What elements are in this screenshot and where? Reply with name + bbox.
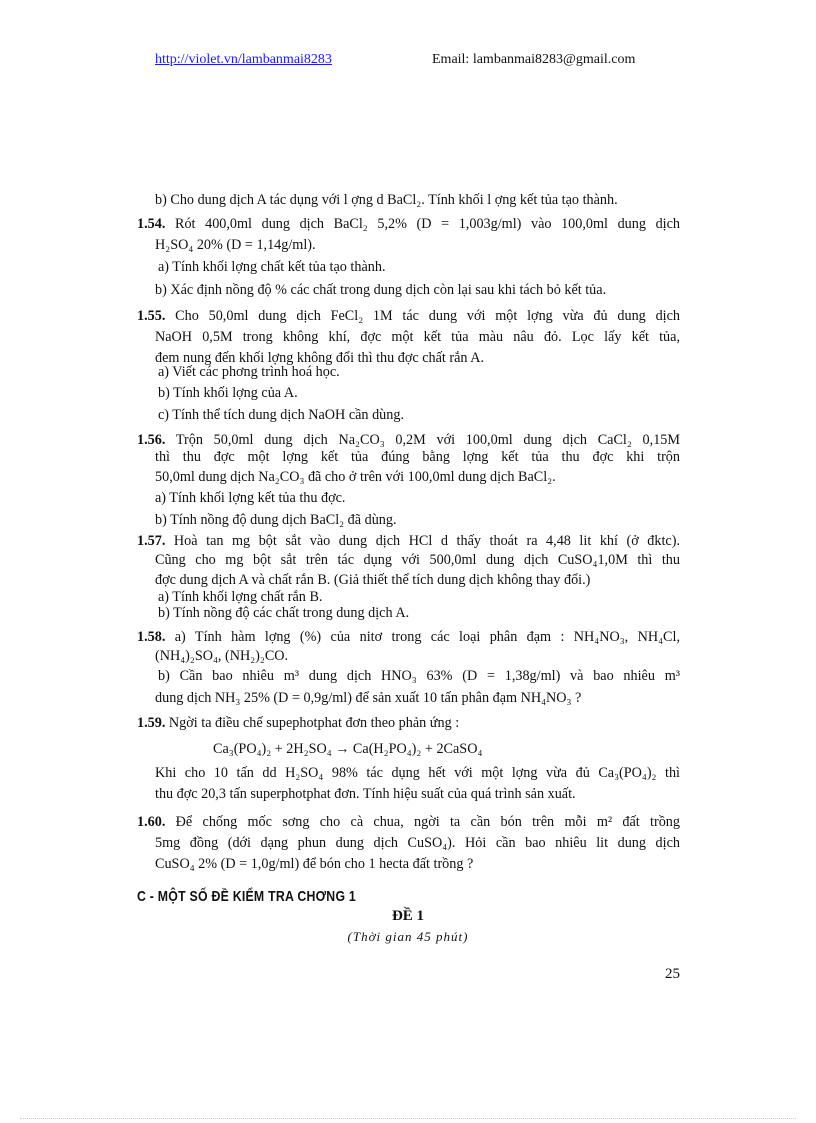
text-line [155,689,680,707]
exercise-number: 1.58. [137,629,166,645]
line-text: b) Tính khối lợng của A. [158,385,298,401]
line-text: thì thu đợc một lợng kết tủa đúng bằng lợng kết tủa thu đợc khi trộn [155,449,680,465]
text-line [155,468,680,486]
line-text: thu đợc 20,3 tấn superphotphat đơn. Tính hiệu suất của quá trình sản xuất. [155,786,576,802]
text-line [155,571,680,589]
exercise-line [137,307,680,325]
text-line [158,363,340,381]
text-line [155,834,680,852]
line-text: a) Viết các phơng trình hoá học. [158,364,340,380]
exercise-number: 1.57. [137,533,166,549]
line-text: a) Tính khối lợng kết tủa thu đợc. [155,490,346,506]
text-line [155,489,680,507]
text-line [155,855,680,873]
exercise-line [137,813,680,831]
text-line [155,647,680,665]
line-text: Cho 50,0ml dung dịch FeCl₂ 1M tác dung với một lợng vừa đủ dung dịch [165,308,680,324]
line-text: H₂SO₄ 20% (D = 1,14g/ml). [155,237,316,253]
exercise-number: 1.55. [137,308,166,324]
text-line [155,448,680,466]
text-line [158,604,409,622]
exercise-number: 1.60. [137,814,166,830]
exercise-line [137,714,680,732]
line-text: a) Tính hàm lợng (%) của nitơ trong các loại phân đạm : NH₄NO₃, NH₄Cl, [165,629,680,645]
text-line [155,281,680,299]
line-text: b) Cần bao nhiêu m³ dung dịch HNO₃ 63% (D = 1,38g/ml) và bao nhiêu m³ [158,668,680,684]
line-text: NaOH 0,5M trong không khí, đợc một kết tủa màu nâu đỏ. Lọc lấy kết tủa, [155,329,680,345]
exam-time: (Thời gian 45 phút) [347,929,469,944]
exercise-line [137,532,680,550]
line-text: đem nung đến khối lợng không đổi thì thu đợc chất rắn A. [155,350,485,366]
text-line [158,667,680,685]
text-line [155,764,680,782]
line-text: Cũng cho mg bột sắt trên tác dụng với 500,0ml dung dịch CuSO₄1,0M thì thu [155,552,680,568]
line-text: dung dịch NH₃ 25% (D = 0,9g/ml) để sản xuất 10 tấn phân đạm NH₄NO₃ ? [155,690,582,706]
text-line [158,406,404,424]
line-text: b) Tính nồng độ dung dịch BaCl₂ đã dùng. [155,512,397,528]
text-line [213,740,482,758]
line-text: Hoà tan mg bột sắt vào dung dịch HCl d thấy thoát ra 4,48 lit khí (ở đktc). [165,533,680,549]
line-text: Ngời ta điều chế supephotphat đơn theo phản ứng : [165,715,460,731]
text-line [155,191,680,209]
text-line [155,785,680,803]
text-line [158,384,298,402]
line-text: a) Tính khối lợng chất rắn B. [158,589,323,605]
exercise-number: 1.56. [137,432,166,448]
line-text: b) Tính nồng độ các chất trong dung dịch A. [158,605,410,621]
line-text: b) Xác định nồng độ % các chất trong dung dịch còn lại sau khi tách bỏ kết tủa. [155,282,607,298]
line-text: Khi cho 10 tấn dd H₂SO₄ 98% tác dụng hết với một lợng vừa đủ Ca₃(PO₄)₂ thì [155,765,680,781]
line-text: a) Tính khối lợng chất kết tủa tạo thành. [158,259,386,275]
exam-title: ĐỀ 1 [391,908,425,924]
page-bottom-border [20,1118,796,1119]
exercise-number: 1.54. [137,216,166,232]
line-text: Trộn 50,0ml dung dịch Na₂CO₃ 0,2M với 100,0ml dung dịch CaCl₂ 0,15M [165,432,680,448]
line-text: Để chống mốc sơng cho cà chua, ngời ta cần bón trên mỗi m² đất trồng [165,814,680,830]
exercise-line [137,215,680,233]
line-text: Rót 400,0ml dung dịch BaCl₂ 5,2% (D = 1,003g/ml) vào 100,0ml dung dịch [165,216,680,232]
header-email: Email: lambanmai8283@gmail.com [432,52,636,67]
text-line [158,258,386,276]
line-text: Ca₃(PO₄)₂ + 2H₂SO₄ → Ca(H₂PO₄)₂ + 2CaSO₄ [213,741,483,757]
section-heading: C - MỘT SỐ ĐỀ KIỂM TRA CHƠNG 1 [137,888,357,905]
header-link[interactable]: http://violet.vn/lambanmai8283 [155,52,332,67]
text-line [155,511,680,529]
exercise-line [137,431,680,449]
text-line [155,328,680,346]
exercise-line [137,628,680,646]
line-text: 50,0ml dung dịch Na₂CO₃ đã cho ở trên với 100,0ml dung dịch BaCl₂. [155,469,556,485]
line-text: b) Cho dung dịch A tác dụng với l ợng d BaCl₂. Tính khối l ợng kết tủa tạo thành. [155,192,618,208]
line-text: (NH₄)₂SO₄, (NH₂)₂CO. [155,648,289,664]
text-line [155,236,680,254]
text-line [155,551,680,569]
page-number: 25 [665,966,680,982]
line-text: 5mg đồng (dới dạng phun dung dịch CuSO₄). Hỏi cần bao nhiêu lit dung dịch [155,835,680,851]
line-text: c) Tính thể tích dung dịch NaOH cần dùng. [158,407,404,423]
exercise-number: 1.59. [137,715,166,731]
line-text: CuSO₄ 2% (D = 1,0g/ml) để bón cho 1 hecta đất trồng ? [155,856,474,872]
line-text: đợc dung dịch A và chất rắn B. (Giả thiết thể tích dung dịch không thay đổi.) [155,572,591,588]
